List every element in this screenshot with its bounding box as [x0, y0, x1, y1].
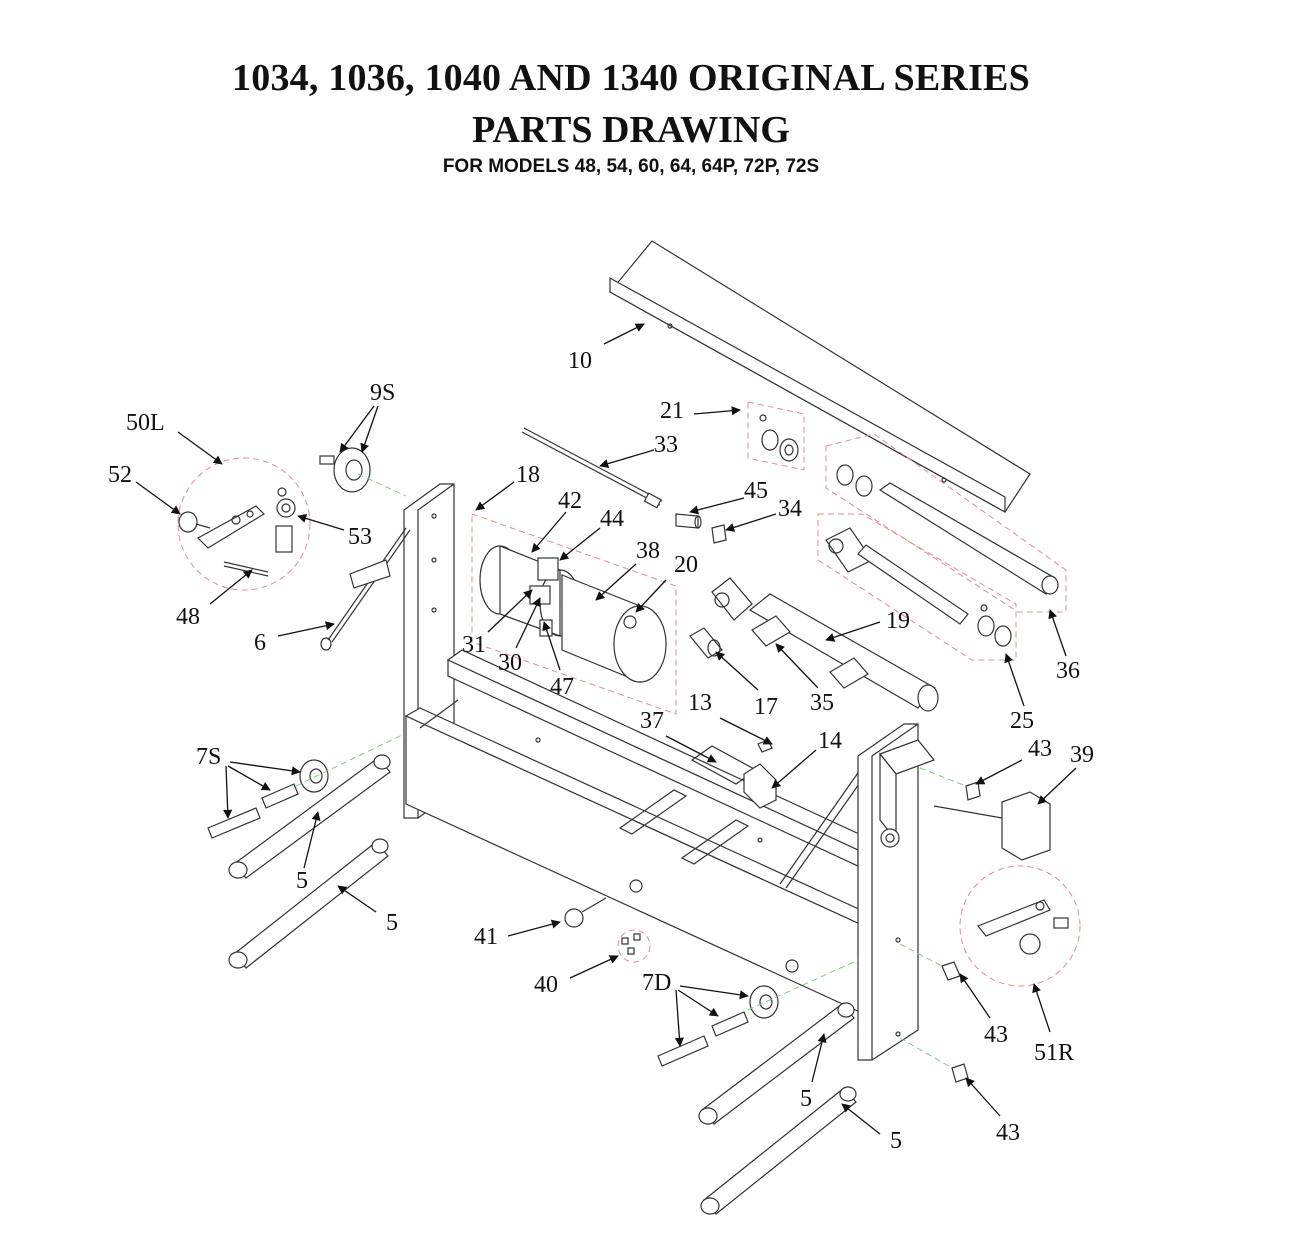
label-43-lower: 43 [996, 1120, 1020, 1146]
label-50L: 50L [126, 410, 165, 436]
label-25: 25 [1010, 708, 1034, 734]
label-43-middle: 43 [984, 1022, 1008, 1048]
label-41: 41 [474, 924, 498, 950]
label-38: 38 [636, 538, 660, 564]
part-43-lower [952, 1064, 968, 1082]
label-44: 44 [600, 506, 624, 532]
label-17: 17 [754, 694, 778, 720]
label-5-c: 5 [800, 1086, 812, 1112]
callout-50L [178, 458, 310, 590]
label-30: 30 [498, 650, 522, 676]
part-34 [712, 525, 726, 543]
label-34: 34 [778, 496, 802, 522]
label-53: 53 [348, 524, 372, 550]
label-52: 52 [108, 462, 132, 488]
label-21: 21 [660, 398, 684, 424]
label-5-d: 5 [890, 1128, 902, 1154]
label-51R: 51R [1034, 1040, 1075, 1066]
part-13 [758, 740, 772, 752]
label-18: 18 [516, 462, 540, 488]
part-41 [565, 898, 606, 927]
label-36: 36 [1056, 658, 1080, 684]
models-line: FOR MODELS 48, 54, 60, 64, 64P, 72P, 72S [442, 156, 820, 177]
label-19: 19 [886, 608, 910, 634]
label-35: 35 [810, 690, 834, 716]
part-40 [618, 930, 650, 962]
label-47: 47 [550, 674, 574, 700]
label-40: 40 [534, 972, 558, 998]
label-7S: 7S [196, 744, 222, 770]
part-10-top-plate [610, 241, 1030, 512]
label-43-upper: 43 [1028, 736, 1052, 762]
label-9S: 9S [370, 380, 396, 406]
label-5-a: 5 [296, 868, 308, 894]
part-9S-roller [320, 448, 370, 492]
right-post-hinge [881, 829, 899, 847]
label-33: 33 [654, 432, 678, 458]
part-43-upper [966, 782, 980, 800]
label-42: 42 [558, 488, 582, 514]
label-20: 20 [674, 552, 698, 578]
label-7D: 7D [642, 970, 672, 996]
label-14: 14 [818, 728, 842, 754]
part-45 [676, 514, 701, 528]
part-33-bolt [522, 428, 662, 508]
part-21-group [748, 402, 804, 470]
label-10: 10 [568, 348, 592, 374]
drawing-subtitle: PARTS DRAWING [472, 109, 790, 151]
label-5-b: 5 [386, 910, 398, 936]
label-37: 37 [640, 708, 664, 734]
part-43-middle [942, 962, 960, 980]
label-13: 13 [688, 690, 712, 716]
callout-51R [960, 866, 1080, 986]
drawing-title: 1034, 1036, 1040 AND 1340 ORIGINAL SERIES [232, 57, 1030, 99]
label-45: 45 [744, 478, 768, 504]
label-6: 6 [254, 630, 266, 656]
label-31: 31 [462, 632, 486, 658]
label-48: 48 [176, 604, 200, 630]
label-39: 39 [1070, 742, 1094, 768]
